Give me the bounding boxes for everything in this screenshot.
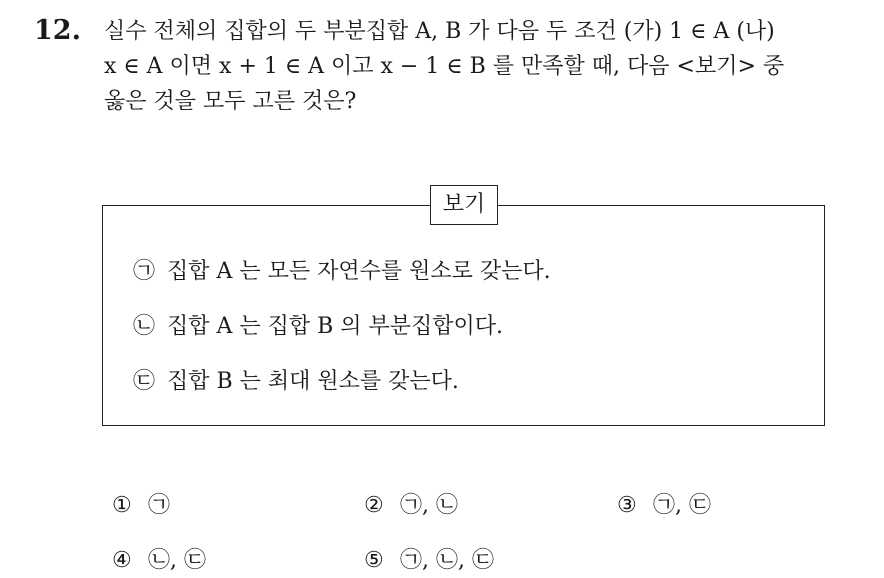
bogi-item-3 — [133, 367, 459, 397]
question-stem — [104, 14, 874, 119]
choice-number: ② — [364, 493, 384, 518]
bogi-title: 보기 — [430, 185, 498, 225]
choice-1[interactable] — [112, 491, 170, 521]
choice-text: ㉡, ㉢ — [148, 548, 206, 573]
choice-number: ③ — [617, 493, 637, 518]
bogi-item-marker: ㉡ — [133, 314, 156, 339]
bogi-item-marker: ㉠ — [133, 259, 156, 284]
choice-number: ① — [112, 493, 132, 518]
bogi-box — [102, 192, 825, 426]
bogi-item-text: 집합 A 는 모든 자연수를 원소로 갖는다. — [167, 259, 551, 284]
choice-number: ⑤ — [364, 548, 384, 573]
stem-line-2: x ∈ A 이면 x + 1 ∈ A 이고 x − 1 ∈ B 를 만족할 때, 다음 <보기> 중 — [104, 54, 785, 79]
bogi-item-marker: ㉢ — [133, 369, 156, 394]
choice-3[interactable] — [617, 491, 711, 521]
bogi-item-1 — [133, 257, 551, 287]
choice-text: ㉠, ㉡, ㉢ — [400, 548, 494, 573]
choice-2[interactable] — [364, 491, 458, 521]
choice-number: ④ — [112, 548, 132, 573]
choice-text: ㉠, ㉢ — [653, 493, 711, 518]
question-number: 12. — [34, 15, 81, 46]
bogi-item-2 — [133, 312, 503, 342]
choice-4[interactable] — [112, 546, 206, 576]
bogi-item-text: 집합 A 는 집합 B 의 부분집합이다. — [167, 314, 504, 339]
choice-text: ㉠ — [148, 493, 171, 518]
bogi-item-text: 집합 B 는 최대 원소를 갖는다. — [167, 369, 459, 394]
stem-line-3: 옳은 것을 모두 고른 것은? — [104, 89, 357, 114]
choice-text: ㉠, ㉡ — [400, 493, 458, 518]
stem-line-1: 실수 전체의 집합의 두 부분집합 A, B 가 다음 두 조건 (가) 1 ∈ A (나) — [104, 19, 775, 44]
choice-5[interactable] — [364, 546, 494, 576]
